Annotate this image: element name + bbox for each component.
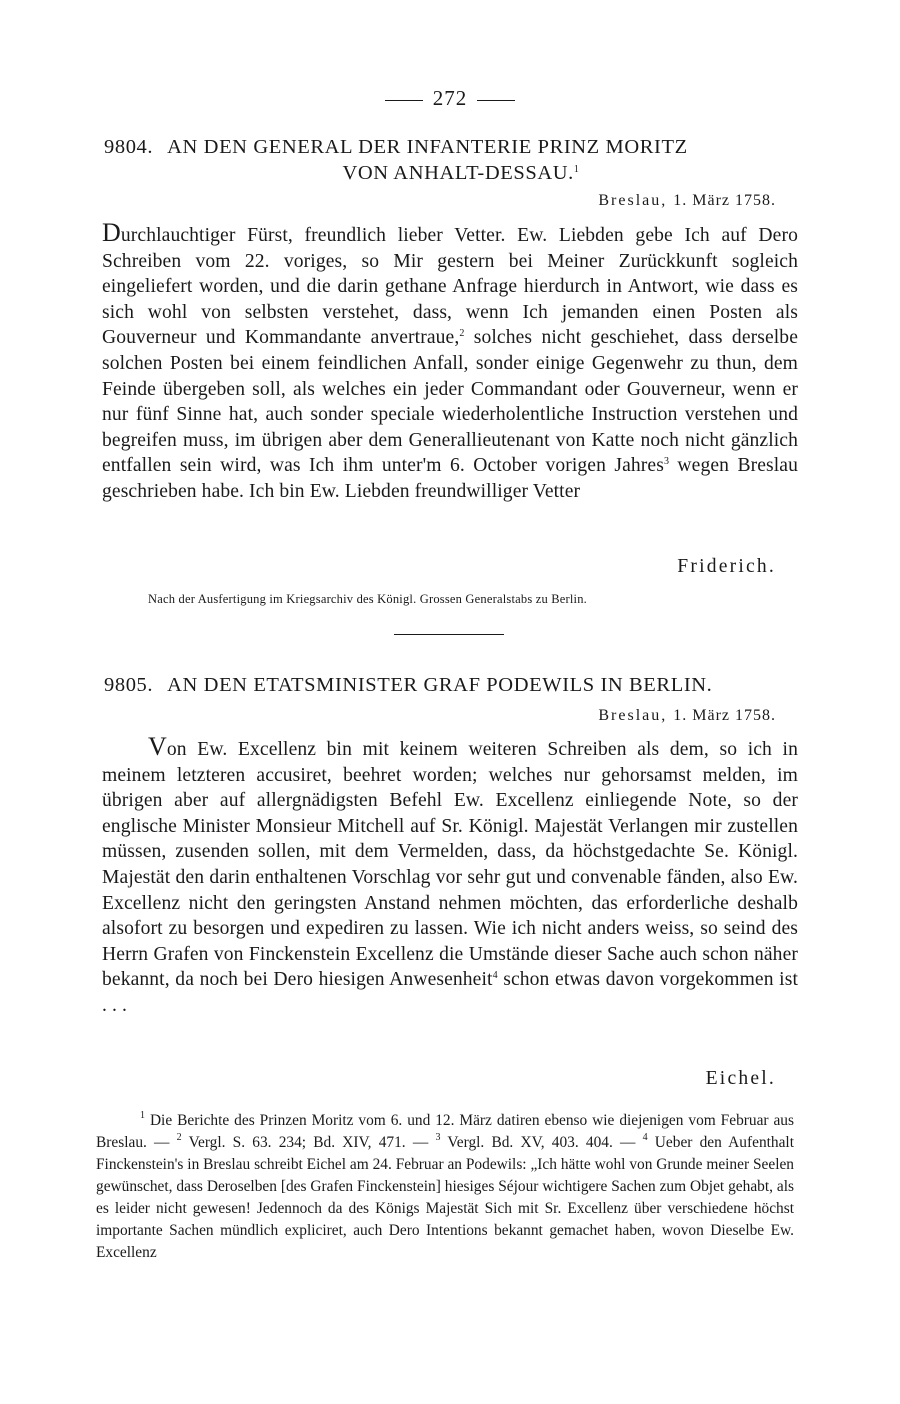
page-number-line xyxy=(0,86,900,111)
letter-9805-title: AN DEN ETATSMINISTER GRAF PODEWILS IN BERLIN. xyxy=(167,674,713,696)
letter-9804-text-3: wegen Breslau geschrieben habe. Ich bin Ew. Liebden freundwilliger Vetter xyxy=(102,455,798,502)
letter-9805-signature: Eichel. xyxy=(705,1068,776,1089)
footnote-2-text: Vergl. S. 63. 234; Bd. XIV, 471. — xyxy=(181,1134,436,1151)
letter-9804-number: 9804. xyxy=(104,136,154,158)
letter-9804-title-line1: AN DEN GENERAL DER INFANTERIE PRINZ MORITZ xyxy=(167,136,688,158)
section-divider xyxy=(394,634,504,635)
page-number: 272 xyxy=(432,86,468,110)
footnote-1-mark: 1 xyxy=(140,1110,145,1121)
footnote-1-text: Die Berichte des Prinzen Moritz vom 6. und 12. März datiren ebenso wie diejenigen vom Februar aus Breslau. — xyxy=(96,1112,794,1151)
letter-9804-title-line2: VON ANHALT-DESSAU. xyxy=(342,162,574,184)
letter-9805-dateline xyxy=(598,707,776,725)
letter-9805-heading xyxy=(104,672,798,698)
letter-9805-place: Breslau, xyxy=(598,707,668,724)
letter-9804-body xyxy=(102,220,798,505)
letter-9804-signature: Friderich. xyxy=(677,556,776,577)
letter-9804-date: 1. März 1758. xyxy=(673,192,776,209)
letter-9804-source-note: Nach der Ausfertigung im Kriegsarchiv des Königl. Grossen Generalstabs zu Berlin. xyxy=(148,592,588,606)
left-dash xyxy=(385,100,423,101)
letter-9804-heading xyxy=(104,134,798,186)
letter-9804-text-1: Durchlauchtiger Fürst, freundlich lieber Vetter. Ew. Liebden gebe Ich auf Dero Schreiben vom 22. voriges, so Mir gestern bei Meiner Zurückkunft sogleich eingeliefert worden, und die darin gethane Anfrage hierdurch in Antwort, wie dass es sich wohl von selbsten verstehet, dass, wenn Ich jemanden einen Posten als Gouverneur und Kommandante anvertraue, xyxy=(102,218,798,349)
footnote-4-mark: 4 xyxy=(642,1132,648,1143)
footnote-3-mark: 3 xyxy=(435,1132,441,1143)
letter-9805-date: 1. März 1758. xyxy=(673,707,776,724)
footnote-ref-2: 2 xyxy=(459,328,465,340)
footnotes xyxy=(96,1110,794,1264)
right-dash xyxy=(477,100,515,101)
letter-9805-number: 9805. xyxy=(104,674,154,696)
letter-9804-dateline xyxy=(598,192,776,210)
footnote-ref-4: 4 xyxy=(492,970,498,982)
letter-9804-text-2: solches nicht geschiehet, dass derselbe solchen Posten bei einem feindlichen Anfall, sonder einige Gegenwehr zu thun, dem Feinde übergeben soll, als welches ein jeder Commandant oder Gouverneur, wenn er nur fünf Sinne hat, auch sonder speciale wiederholentliche Instruction verstehen und begreifen muss, im übrigen aber dem Generallieutenant von Katte noch nicht gänzlich entfallen sein wird, was Ich ihm unter'm 6. October vorigen Jahres xyxy=(102,327,798,477)
footnote-ref-1: 1 xyxy=(573,164,580,175)
footnote-2-mark: 2 xyxy=(176,1132,182,1143)
letter-9805-text-1: Von Ew. Excellenz bin mit keinem weiteren Schreiben als dem, so ich in meinem letzteren accusiret, beehret worden; welches nur gehorsamst melden, im übrigen aber auf allergnädigsten Befehl Ew. Excellenz einliegende Note, so der englische Minister Monsieur Mitchell auf Sr. Königl. Majestät Verlangen mir zustellen müssen, zusenden sollen, mit dem Vermelden, dass, da höchstgedachte Se. Königl. Majestät den darin enthaltenen Vorschlag vor sehr gut und convenable fänden, also Ew. Excellenz nicht den geringsten Anstand nehmen möchten, das erforderliche deshalb alsofort zu besorgen und expediren zu lassen. Wie ich nicht anders weiss, so seind des Herrn Grafen von Finckenstein Excellenz die Umstände dieser Sache auch schon näher bekannt, da noch bei Dero hiesigen Anwesenheit xyxy=(102,732,798,991)
letter-9805-text-2: schon etwas davon vorgekommen ist . . . xyxy=(102,969,798,1016)
footnote-4-text: Ueber den Aufenthalt Finckenstein's in Breslau schreibt Eichel am 24. Februar an Podewils: „Ich hätte wohl von Grunde meiner Seelen gewünschet, dass Deroselben [des Grafen Finckenstein] hiesiges Séjour wichtigere Sachen zum Objet gehabt, als es leider nicht gewesen! Jedennoch da des Königs Majestät Sich mit Sr. Excellenz über verschiedene höchst importante Sachen mündlich expliciret, auch Dero Intentions bekannt gemachet haben, wovon Dieselbe Ew. Excellenz xyxy=(96,1134,794,1261)
footnote-ref-3: 3 xyxy=(663,456,670,468)
letter-9805-body xyxy=(102,734,798,1019)
letter-9804-place: Breslau, xyxy=(598,192,668,209)
footnote-3-text: Vergl. Bd. XV, 403. 404. — xyxy=(440,1134,643,1151)
